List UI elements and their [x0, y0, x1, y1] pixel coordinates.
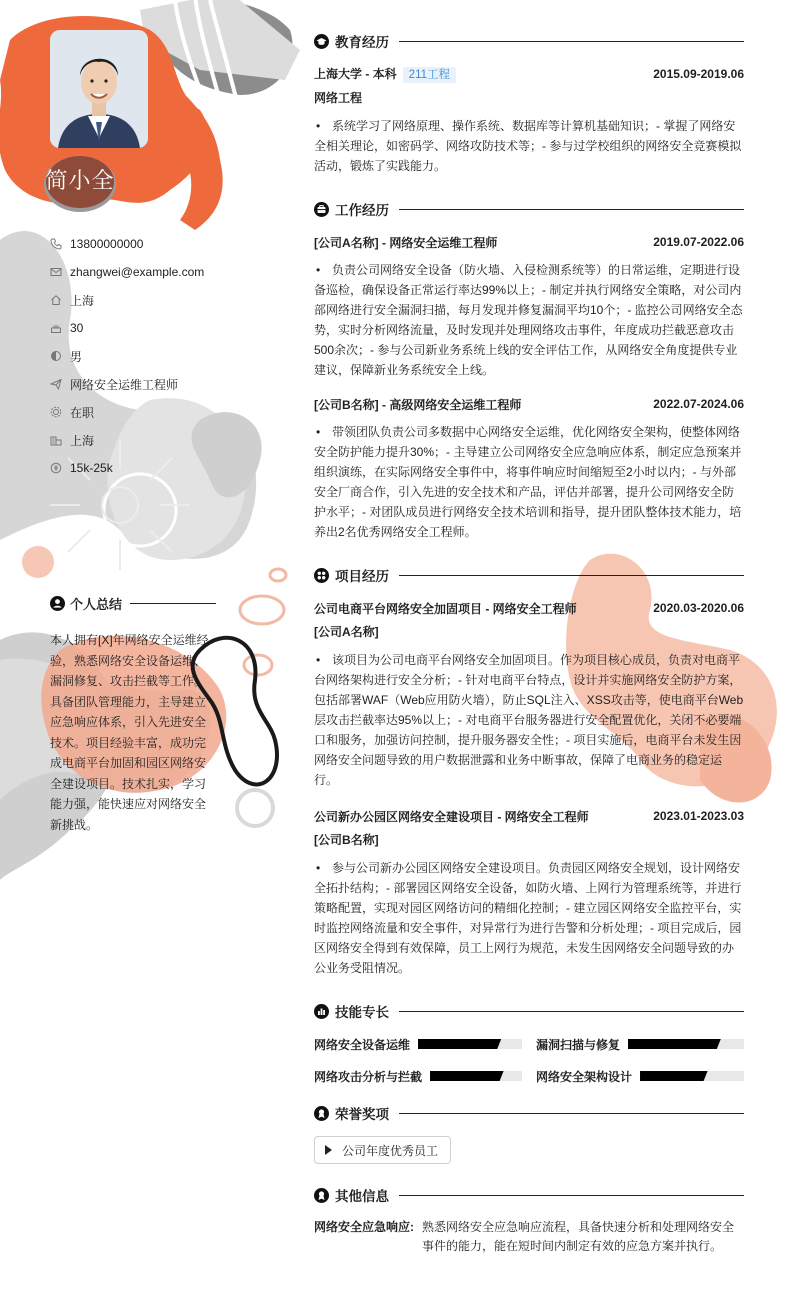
work-desc-list [314, 422, 744, 542]
awards-title: 荣誉奖项 [335, 1107, 389, 1122]
grid-icon [314, 568, 329, 583]
main-content [314, 30, 744, 1270]
skills-heading [314, 1000, 744, 1022]
education-period: 2015.09-2019.06 [653, 67, 744, 81]
work-row [314, 232, 744, 252]
contact-status-value: 在职 [70, 405, 95, 420]
awards-heading [314, 1102, 744, 1124]
work-row [314, 394, 744, 414]
salary-icon [50, 462, 62, 474]
skill-item [314, 1034, 522, 1054]
project-row [314, 598, 744, 618]
info-icon [314, 1188, 329, 1203]
education-desc-list [314, 116, 744, 176]
contact-list [50, 230, 270, 482]
briefcase-icon [314, 202, 329, 217]
skill-bar [628, 1039, 744, 1049]
awards-section [314, 1102, 744, 1164]
skill-bar-fill [418, 1039, 501, 1049]
summary-text: 本人拥有[X]年网络安全运维经验，熟悉网络安全设备运维、漏洞修复、攻击拦截等工作。具备团队管理能力，主导建立应急响应体系，引入先进安全技术。项目经验丰富，成功完成电商平台加固和园区网络安全建设项目。技术扎实，学习能力强，能快速应对网络安全新挑战。 [50, 633, 209, 832]
project-entry [314, 806, 744, 978]
contact-age-value: 30 [70, 321, 84, 335]
work-heading-text: [公司A名称] - 网络安全运维工程师 [314, 235, 498, 250]
other-section [314, 1184, 744, 1256]
contact-gender [50, 342, 270, 370]
contact-city-value: 上海 [70, 433, 95, 448]
contact-phone-value: 13800000000 [70, 237, 144, 251]
award-name: 公司年度优秀员工 [342, 1143, 439, 1158]
skills-grid [314, 1034, 744, 1086]
education-heading [314, 30, 744, 52]
contact-status [50, 398, 270, 426]
education-entry [314, 64, 744, 176]
summary-title: 个人总结 [70, 597, 123, 612]
city-icon [50, 434, 62, 446]
work-period: 2019.07-2022.06 [653, 235, 744, 249]
project-desc: • 参与公司新办公园区网络安全建设项目。负责园区网络安全规划，设计网络安全拓扑结构；- 部署园区网络安全设备，如防火墙、上网行为管理系统等，并进行策略配置，实现对园区网络访问的精细化控制；- 建立园区网络安全监控平台，实时监控网络流量和安全事件，对异常行为进行告警和分析处理；- 项目完成后，园区网络安全得到有效保障，员工上网行为规范，未发生因网络安全问题导致的办公业务受阻情况。 [314, 858, 744, 978]
cake-icon [50, 322, 62, 334]
project-period: 2023.01-2023.03 [653, 809, 744, 823]
phone-icon [50, 238, 62, 250]
sidebar [0, 0, 290, 1304]
award-icon [314, 1106, 329, 1121]
work-entry [314, 232, 744, 380]
project-company: [公司B名称] [314, 833, 379, 847]
skill-name: 网络攻击分析与拦截 [314, 1069, 423, 1084]
education-section [314, 30, 744, 176]
bar-chart-icon [314, 1004, 329, 1019]
other-key: 网络安全应急响应: [314, 1220, 414, 1234]
project-heading-text: 公司新办公园区网络安全建设项目 - 网络安全工程师 [314, 809, 589, 824]
mail-icon [50, 266, 62, 278]
project-entry [314, 598, 744, 790]
awards-divider [399, 1113, 744, 1114]
education-row [314, 64, 744, 84]
gender-icon [50, 350, 62, 362]
contact-phone [50, 230, 270, 258]
skill-bar-fill [640, 1071, 708, 1081]
project-row [314, 806, 744, 826]
skill-name: 网络安全架构设计 [536, 1069, 633, 1084]
education-desc: • 系统学习了网络原理、操作系统、数据库等计算机基础知识；- 掌握了网络安全相关理论，如密码学、网络攻防技术等；- 参与过学校组织的网络安全竞赛模拟活动，锻炼了实践能力。 [314, 116, 744, 176]
skill-name: 漏洞扫描与修复 [536, 1037, 621, 1052]
status-icon [50, 406, 62, 418]
other-title: 其他信息 [335, 1189, 389, 1204]
skills-section [314, 1000, 744, 1086]
skill-bar [640, 1071, 744, 1081]
skills-title: 技能专长 [335, 1005, 389, 1020]
work-period: 2022.07-2024.06 [653, 397, 744, 411]
name-badge [44, 150, 116, 212]
project-desc-list [314, 650, 744, 790]
contact-email [50, 258, 270, 286]
user-circle-icon [50, 596, 65, 611]
contact-city [50, 426, 270, 454]
projects-title: 项目经历 [335, 569, 389, 584]
graduation-cap-icon [314, 34, 329, 49]
contact-salary-value: 15k-25k [70, 461, 113, 475]
skill-item [536, 1066, 744, 1086]
project-desc: • 该项目为公司电商平台网络安全加固项目。作为项目核心成员，负责对电商平台网络架构进行安全分析；- 针对电商平台特点，设计并实施网络安全防护方案，包括部署WAF（Web应用防火墙），防止SQL注入、XSS攻击等，使电商平台Web层攻击拦截率达95%以上；- 对电商平台服务器进行安全配置优化，关闭不必要端口和服务，加强访问控制，提升服务器安全性；- 项目实施后，电商平台未发生因网络安全问题导致的用户数据泄露和业务中断事故，保障了电商业务的稳定运行。 [314, 650, 744, 790]
skills-divider [399, 1011, 744, 1012]
other-divider [399, 1195, 744, 1196]
work-desc: • 带领团队负责公司多数据中心网络安全运维，优化网络安全架构，使整体网络安全防护能力提升30%；- 主导建立公司网络安全应急响应体系，制定应急预案并组织演练，在实际网络安全事件中，将事件响应时间缩短至2小时以内；- 与外部安全厂商合作，引入先进的安全技术和产品，评估并部署，提升公司网络安全防护水平；- 对团队成员进行网络安全技术培训和指导，提升团队整体技术能力，培养出2名优秀网络安全工程师。 [314, 422, 744, 542]
award-chip [314, 1136, 451, 1164]
work-heading [314, 198, 744, 220]
skill-bar-fill [430, 1071, 504, 1081]
contact-home-value: 上海 [70, 293, 95, 308]
education-tag: 211工程 [403, 67, 456, 83]
skill-bar [418, 1039, 522, 1049]
work-desc: • 负责公司网络安全设备（防火墙、入侵检测系统等）的日常运维，定期进行设备巡检，确保设备正常运行率达99%以上；- 制定并执行网络安全策略，对公司内部网络进行安全漏洞扫描，每月发现并修复漏洞平均10个；- 监控公司网络安全态势，实时分析网络流量，及时发现并处理网络攻击事件，年度成功拦截恶意攻击500余次；- 参与公司新业务系统上线的安全评估工作，从网络安全角度提供专业建议，保障新业务系统安全上线。 [314, 260, 744, 380]
education-title: 教育经历 [335, 35, 389, 50]
project-period: 2020.03-2020.06 [653, 601, 744, 615]
work-desc-list [314, 260, 744, 380]
contact-age [50, 314, 270, 342]
skill-name: 网络安全设备运维 [314, 1037, 411, 1052]
education-divider [399, 41, 744, 42]
other-heading [314, 1184, 744, 1206]
project-desc-list [314, 858, 744, 978]
candidate-name: 简小全 [45, 168, 115, 193]
skill-bar-fill [628, 1039, 721, 1049]
summary-heading [50, 594, 216, 613]
home-icon [50, 294, 62, 306]
other-value: 熟悉网络安全应急响应流程，具备快速分析和处理网络安全事件的能力，能在短时间内制定有效的应急方案并执行。 [422, 1220, 735, 1253]
work-section [314, 198, 744, 542]
contact-salary [50, 454, 270, 482]
projects-heading [314, 564, 744, 586]
projects-section [314, 564, 744, 978]
play-icon [325, 1145, 332, 1155]
education-school: 上海大学 - 本科 [314, 67, 397, 81]
send-icon [50, 378, 62, 390]
education-major: 网络工程 [314, 91, 363, 105]
work-entry [314, 394, 744, 542]
contact-gender-value: 男 [70, 349, 83, 364]
contact-home [50, 286, 270, 314]
summary-divider [130, 603, 216, 604]
skill-bar [430, 1071, 522, 1081]
work-heading-text: [公司B名称] - 高级网络安全运维工程师 [314, 397, 522, 412]
projects-divider [399, 575, 744, 576]
profile-photo [50, 30, 148, 148]
skill-item [314, 1066, 522, 1086]
work-title: 工作经历 [335, 203, 389, 218]
work-divider [399, 209, 744, 210]
contact-position [50, 370, 270, 398]
skill-item [536, 1034, 744, 1054]
contact-email-value: zhangwei@example.com [70, 265, 205, 279]
project-heading-text: 公司电商平台网络安全加固项目 - 网络安全工程师 [314, 601, 577, 616]
contact-position-value: 网络安全运维工程师 [70, 377, 179, 392]
other-item [314, 1218, 744, 1256]
project-company: [公司A名称] [314, 625, 379, 639]
